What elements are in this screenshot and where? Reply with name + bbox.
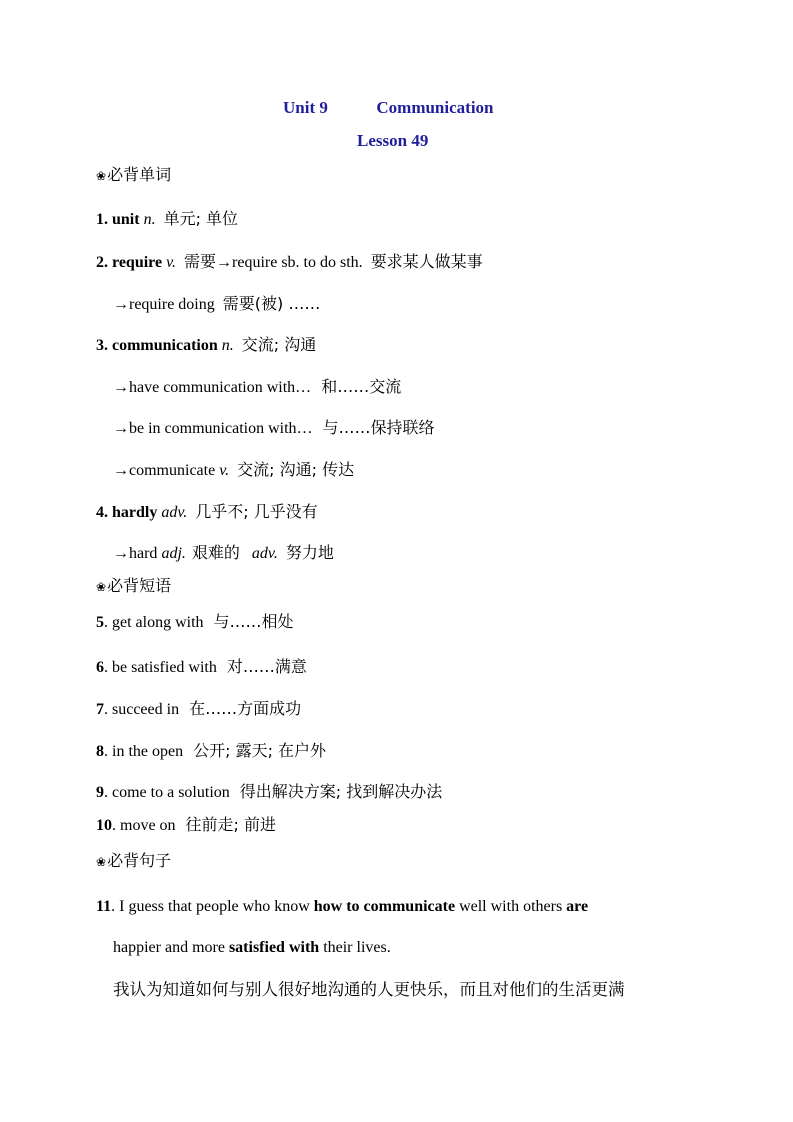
item-number: 11 bbox=[96, 898, 112, 915]
title-line bbox=[283, 98, 494, 118]
extension: →have communication with… bbox=[113, 379, 312, 396]
extension: →require sb. to do sth. bbox=[216, 254, 363, 271]
sentence-item-11 bbox=[96, 896, 588, 918]
part-of-speech: v. bbox=[219, 462, 230, 479]
item-number: 8 bbox=[96, 743, 104, 760]
phrase: . be satisfied with bbox=[104, 659, 217, 676]
key-phrase: are bbox=[566, 898, 589, 915]
meaning: 单元; 单位 bbox=[163, 209, 239, 228]
section-phrases-label: 必背短语 bbox=[107, 576, 172, 595]
sentence-text: their lives. bbox=[319, 939, 391, 956]
sentence-text: happier and more bbox=[113, 939, 229, 956]
meaning: 公开; 露天; 在户外 bbox=[193, 741, 327, 760]
item-number: 2. bbox=[96, 254, 108, 271]
unit-topic: Communication bbox=[376, 98, 494, 117]
extension: →hard bbox=[113, 545, 158, 562]
part-of-speech: n. bbox=[143, 211, 156, 228]
phrase: . get along with bbox=[104, 614, 204, 631]
item-number: 3. bbox=[96, 337, 108, 354]
extension-meaning: 与……保持联络 bbox=[322, 418, 435, 437]
extension-meaning: 需要(被) …… bbox=[222, 294, 321, 313]
item-number: 6 bbox=[96, 659, 104, 676]
phrase-item-8 bbox=[96, 740, 326, 763]
headword: require bbox=[112, 254, 163, 271]
key-phrase: satisfied with bbox=[228, 939, 320, 956]
section-phrases-heading bbox=[96, 575, 171, 598]
section-sentences-label: 必背句子 bbox=[107, 851, 172, 870]
flower-icon: ❀ bbox=[96, 169, 107, 183]
word-item-3 bbox=[96, 334, 316, 357]
word-item-3-extension-c bbox=[113, 459, 354, 482]
sentence-item-11-continued bbox=[113, 937, 391, 959]
item-number: 4. bbox=[96, 504, 108, 521]
headword: communication bbox=[112, 337, 218, 354]
section-words-heading bbox=[96, 164, 171, 187]
unit-label: Unit 9 bbox=[283, 98, 328, 117]
flower-icon: ❀ bbox=[96, 580, 107, 594]
word-item-2-extension bbox=[113, 293, 320, 316]
section-sentences-heading bbox=[96, 850, 171, 873]
word-item-4 bbox=[96, 501, 318, 524]
key-phrase: how to communicate bbox=[313, 898, 456, 915]
phrase: . in the open bbox=[104, 743, 184, 760]
extension: →be in communication with… bbox=[113, 420, 313, 437]
extension-meaning: 努力地 bbox=[285, 543, 334, 562]
word-item-2 bbox=[96, 251, 483, 274]
part-of-speech: v. bbox=[166, 254, 176, 271]
meaning: 几乎不; 几乎没有 bbox=[195, 502, 318, 521]
headword: hardly bbox=[112, 504, 158, 521]
phrase-item-6 bbox=[96, 656, 307, 679]
word-item-4-extension bbox=[113, 542, 334, 565]
phrase-item-7 bbox=[96, 698, 301, 721]
meaning: 对……满意 bbox=[226, 657, 307, 676]
sentence-item-11-translation: 我认为知道如何与别人很好地沟通的人更快乐，而且对他们的生活更满 bbox=[113, 980, 625, 999]
sentence-text: well with others bbox=[455, 898, 567, 915]
meaning: 需要 bbox=[184, 252, 217, 271]
section-words-label: 必背单词 bbox=[107, 165, 172, 184]
lesson-title: Lesson 49 bbox=[357, 131, 429, 150]
extension-meaning: 艰难的 bbox=[191, 543, 240, 562]
flower-icon: ❀ bbox=[96, 855, 107, 869]
meaning: 交流; 沟通 bbox=[241, 335, 317, 354]
word-item-3-extension-b bbox=[113, 417, 435, 440]
item-number: 1. bbox=[96, 211, 108, 228]
phrase: . succeed in bbox=[104, 701, 180, 718]
extension-meaning: 交流; 沟通; 传达 bbox=[237, 460, 355, 479]
meaning: 往前走; 前进 bbox=[185, 815, 277, 834]
item-number: 10 bbox=[96, 817, 112, 834]
part-of-speech: adv. bbox=[161, 504, 188, 521]
extension: →communicate bbox=[113, 462, 216, 479]
extension-meaning: 要求某人做某事 bbox=[370, 252, 483, 271]
headword: unit bbox=[112, 211, 140, 228]
extension-meaning: 和……交流 bbox=[321, 377, 402, 396]
extension: →require doing bbox=[113, 296, 215, 313]
phrase: . come to a solution bbox=[104, 784, 230, 801]
part-of-speech: adv. bbox=[251, 545, 278, 562]
meaning: 在……方面成功 bbox=[189, 699, 302, 718]
item-number: 5 bbox=[96, 614, 104, 631]
word-item-3-extension-a bbox=[113, 376, 401, 399]
phrase-item-10 bbox=[96, 814, 276, 837]
item-number: 7 bbox=[96, 701, 104, 718]
meaning: 与……相处 bbox=[213, 612, 294, 631]
phrase-item-5 bbox=[96, 611, 294, 634]
item-number: 9 bbox=[96, 784, 104, 801]
meaning: 得出解决方案; 找到解决办法 bbox=[239, 782, 443, 801]
phrase: . move on bbox=[112, 817, 176, 834]
phrase-item-9 bbox=[96, 781, 442, 804]
part-of-speech: adj. bbox=[161, 545, 186, 562]
part-of-speech: n. bbox=[221, 337, 234, 354]
word-item-1 bbox=[96, 208, 238, 231]
sentence-text: . I guess that people who know bbox=[111, 898, 314, 915]
